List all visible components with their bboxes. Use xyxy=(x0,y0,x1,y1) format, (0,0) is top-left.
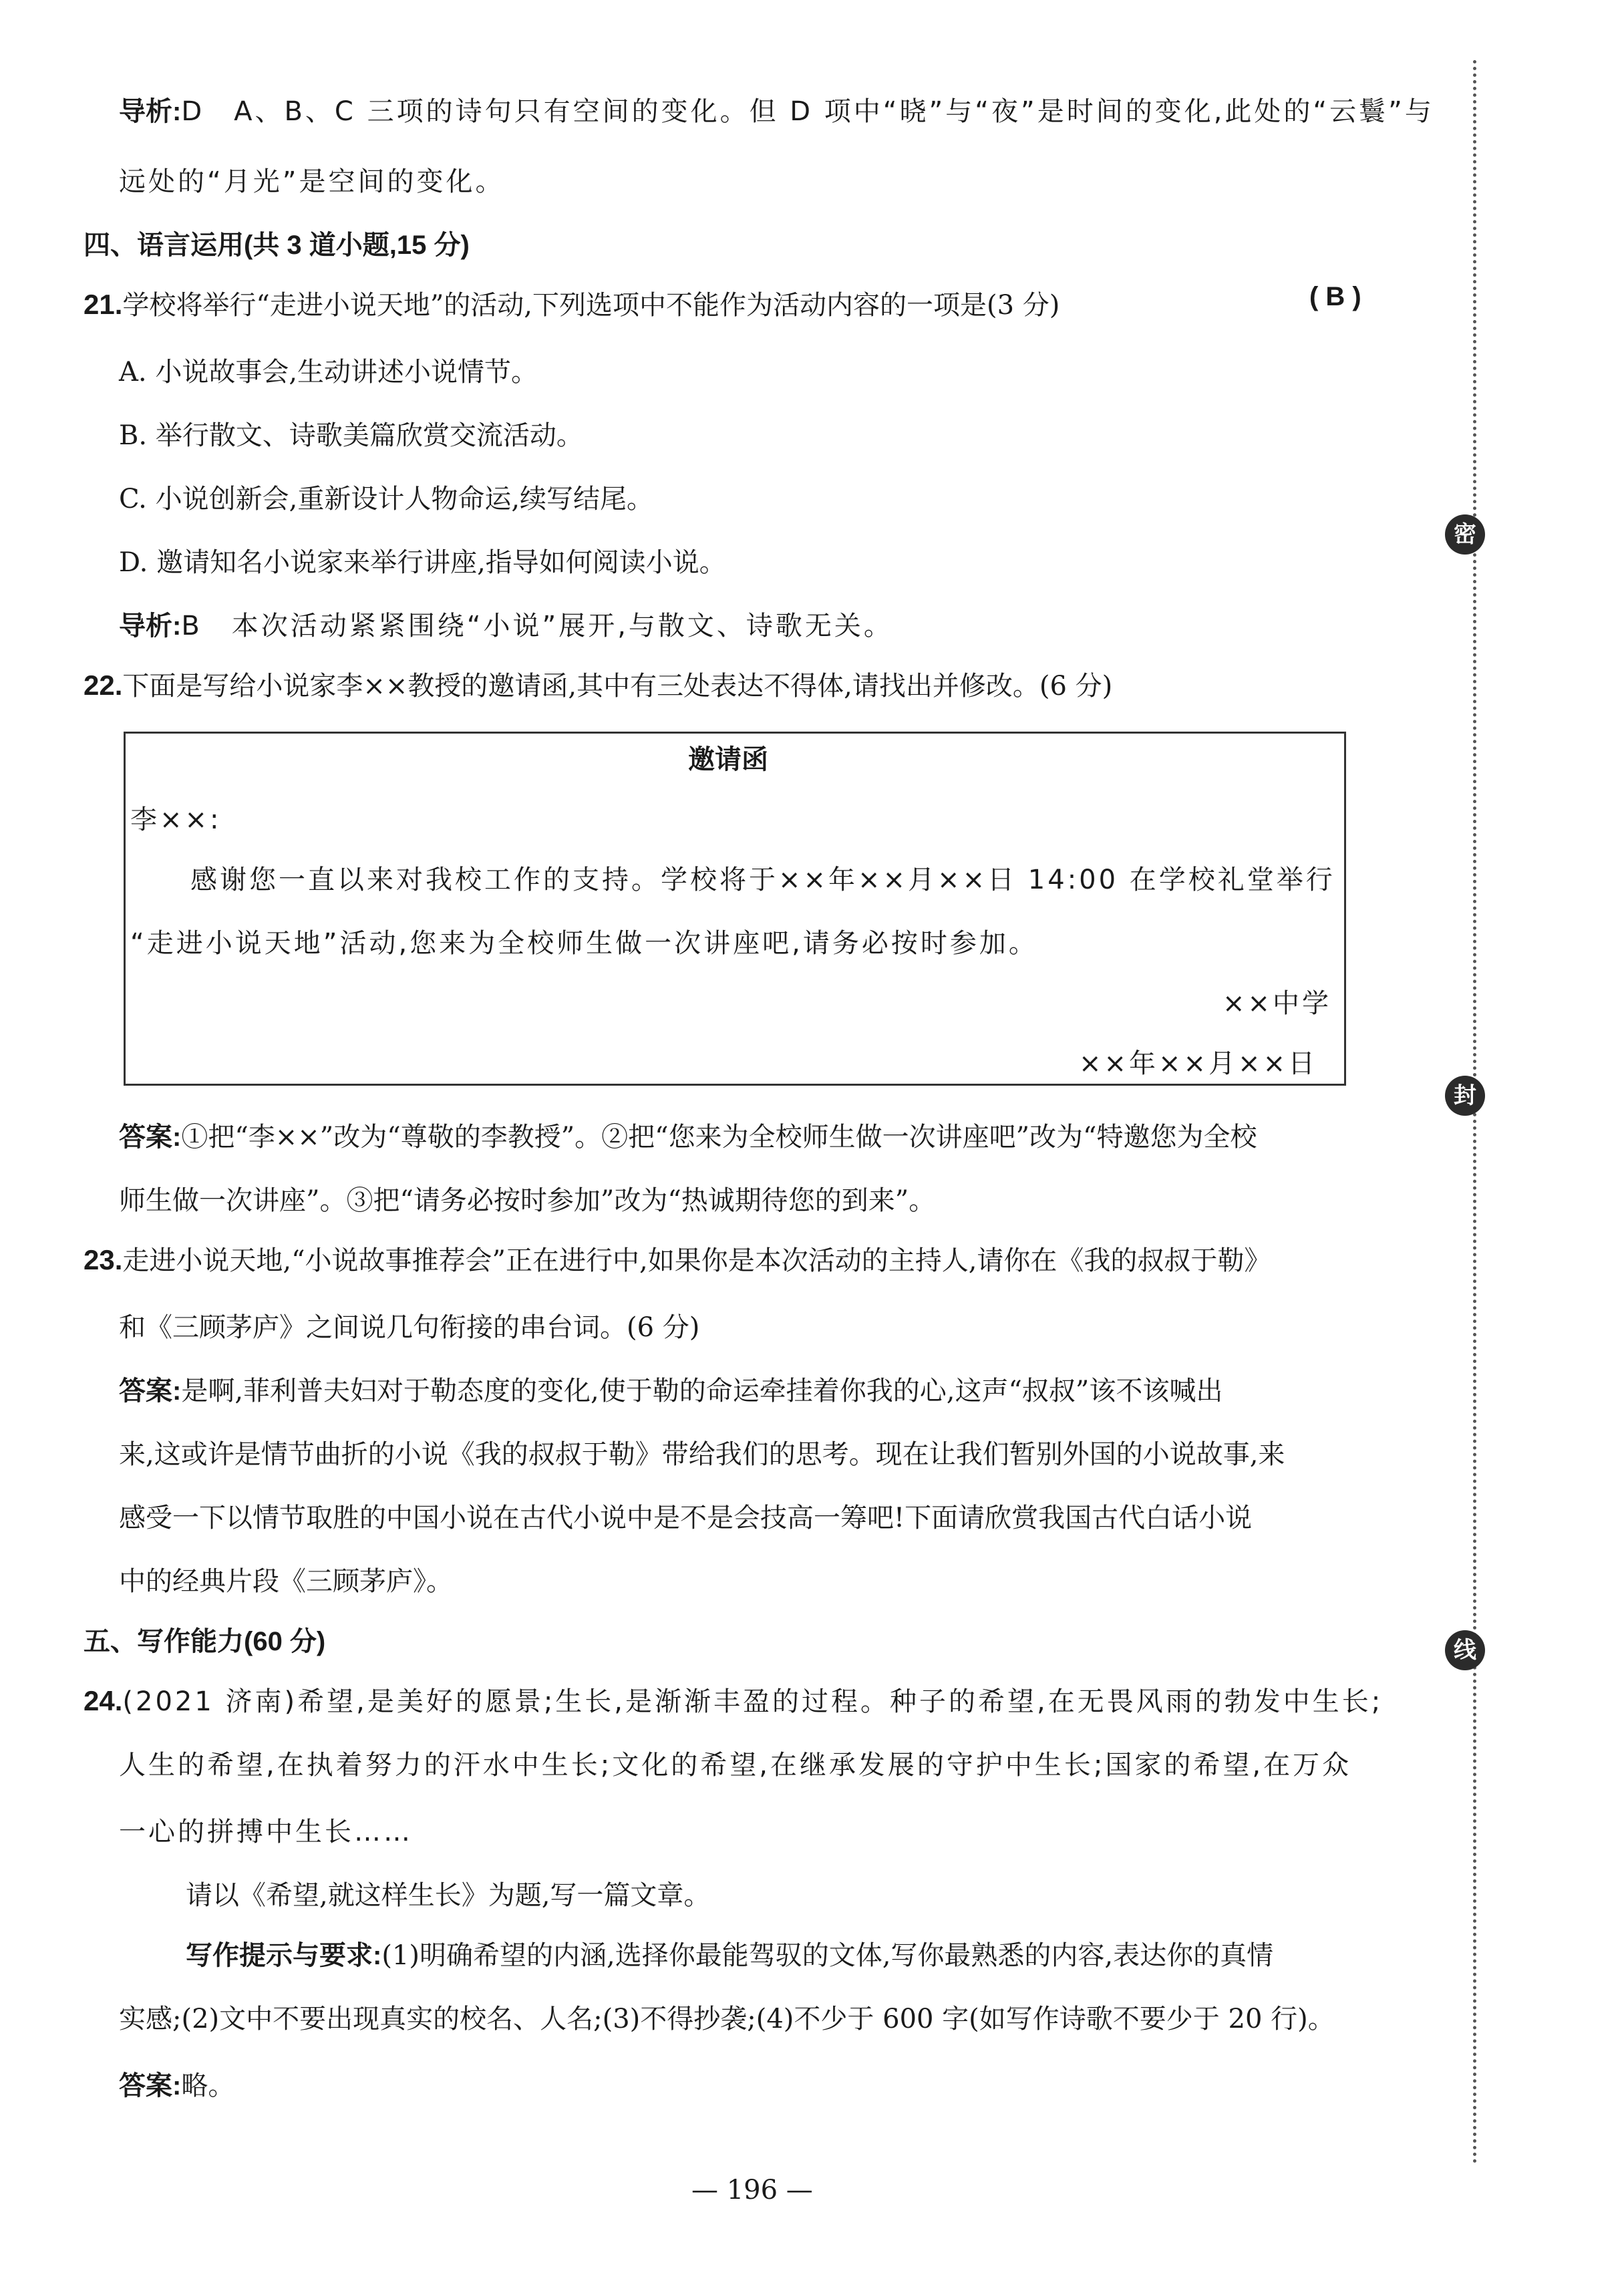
seal-xian: 线 xyxy=(1445,1630,1485,1670)
option-d: D. 邀请知名小说家来举行讲座,指导如何阅读小说。 xyxy=(119,547,726,578)
section-4-heading: 四、语言运用(共 3 道小题,15 分) xyxy=(84,231,470,260)
answer-text: 是啊,菲利普夫妇对于勒态度的变化,使于勒的命运牵挂着你我的心,这声“叔叔”该不该喊出 xyxy=(181,1376,1223,1406)
letter-body-2: “走进小说天地”活动,您来为全校师生做一次讲座吧,请务必按时参加。 xyxy=(130,928,1038,959)
question-number: 21. xyxy=(84,289,123,320)
guide-21 xyxy=(119,605,893,643)
question-22 xyxy=(84,665,1112,703)
question-number: 22. xyxy=(84,669,123,701)
section-5-heading: 五、写作能力(60 分) xyxy=(84,1627,326,1656)
question-number: 24. xyxy=(84,1685,123,1716)
question-24-req-line-1 xyxy=(186,1934,1273,1972)
question-24-line-1 xyxy=(84,1680,1383,1718)
guide-label: 导析: xyxy=(119,97,182,126)
seal-mi: 密 xyxy=(1445,514,1485,555)
answer-23-line-3: 感受一下以情节取胜的中国小说在古代小说中是不是会技高一筹吧!下面请欣赏我国古代白话小说 xyxy=(119,1503,1253,1533)
answer-label: 答案: xyxy=(119,1376,182,1406)
answer-text: 略。 xyxy=(181,2071,235,2101)
letter-body-1: 感谢您一直以来对我校工作的支持。学校将于××年××月××日 14:00 在学校礼堂举行 xyxy=(190,865,1335,895)
answer-label: 答案: xyxy=(119,2071,182,2101)
answer-24 xyxy=(119,2065,234,2103)
requirement-label: 写作提示与要求: xyxy=(186,1941,382,1970)
invitation-letter xyxy=(124,732,1346,1086)
seal-feng: 封 xyxy=(1445,1076,1485,1116)
answer-label: 答案: xyxy=(119,1122,182,1152)
guide-text: D A、B、C 三项的诗句只有空间的变化。但 D 项中“晓”与“夜”是时间的变化,此处的“云鬟”与 xyxy=(181,96,1434,127)
question-24-line-3: 一心的拼搏中生长…… xyxy=(119,1817,413,1847)
letter-date: ××年××月××日 xyxy=(1079,1048,1318,1079)
guide-text: B 本次活动紧紧围绕“小说”展开,与散文、诗歌无关。 xyxy=(181,611,893,641)
answer-text: ①把“李××”改为“尊敬的李教授”。②把“您来为全校师生做一次讲座吧”改为“特邀您为全校 xyxy=(181,1122,1257,1153)
guide-line-1 xyxy=(119,90,1434,128)
answer-22-line-2: 师生做一次讲座”。③把“请务必按时参加”改为“热诚期待您的到来”。 xyxy=(119,1185,936,1216)
letter-signature: ××中学 xyxy=(1223,988,1332,1019)
letter-salutation: 李××: xyxy=(130,804,222,835)
question-text: 走进小说天地,“小说故事推荐会”正在进行中,如果你是本次活动的主持人,请你在《我的叔叔于勒》 xyxy=(122,1245,1271,1276)
guide-label: 导析: xyxy=(119,611,182,641)
requirement-text: (1)明确希望的内涵,选择你最能驾驭的文体,写你最熟悉的内容,表达你的真情 xyxy=(381,1940,1274,1971)
answer-23-line-4: 中的经典片段《三顾茅庐》。 xyxy=(119,1566,453,1597)
option-b: B. 举行散文、诗歌美篇欣赏交流活动。 xyxy=(119,420,583,451)
question-text: (2021 济南)希望,是美好的愿景;生长,是渐渐丰盈的过程。种子的希望,在无畏风雨的勃发中生长; xyxy=(122,1686,1384,1717)
guide-line-2: 远处的“月光”是空间的变化。 xyxy=(119,166,505,197)
question-23-line-2: 和《三顾茅庐》之间说几句衔接的串台词。(6 分) xyxy=(119,1312,700,1343)
question-text: 下面是写给小说家李××教授的邀请函,其中有三处表达不得体,请找出并修改。(6 分) xyxy=(122,671,1113,702)
question-text: 学校将举行“走进小说天地”的活动,下列选项中不能作为活动内容的一项是(3 分) xyxy=(122,290,1060,321)
question-23-line-1 xyxy=(84,1239,1271,1277)
question-24-req-line-2: 实感;(2)文中不要出现真实的校名、人名;(3)不得抄袭;(4)不少于 600 字(如写作诗歌不要少于 20 行)。 xyxy=(119,2004,1335,2034)
answer-23-line-2: 来,这或许是情节曲折的小说《我的叔叔于勒》带给我们的思考。现在让我们暂别外国的小说故事,来 xyxy=(119,1439,1285,1470)
answer-23-line-1 xyxy=(119,1370,1223,1408)
letter-title: 邀请函 xyxy=(688,745,768,774)
page-number: — 196 — xyxy=(691,2175,813,2205)
question-21 xyxy=(84,284,1060,322)
answer-22-line-1 xyxy=(119,1116,1257,1154)
option-a: A. 小说故事会,生动讲述小说情节。 xyxy=(119,357,538,388)
question-24-line-2: 人生的希望,在执着努力的汗水中生长;文化的希望,在继承发展的守护中生长;国家的希望,在万众 xyxy=(119,1750,1352,1781)
question-number: 23. xyxy=(84,1244,123,1275)
option-c: C. 小说创新会,重新设计人物命运,续写结尾。 xyxy=(119,484,654,514)
answer-bracket: ( B ) xyxy=(1309,282,1361,311)
question-24-task: 请以《希望,就这样生长》为题,写一篇文章。 xyxy=(186,1880,711,1911)
